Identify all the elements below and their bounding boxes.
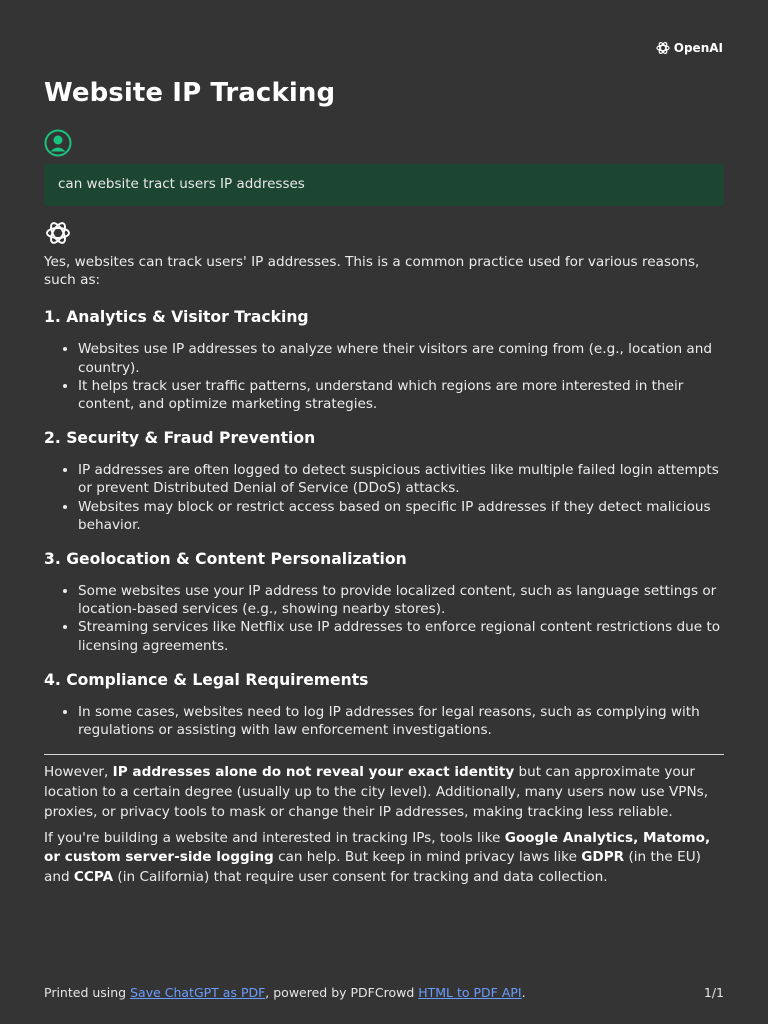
html-to-pdf-api-link[interactable]: HTML to PDF API (418, 985, 522, 1000)
bullet-item: • IP addresses are often logged to detect suspicious activities like multiple failed login attempts or prevent Distributed Denial of Service (DDoS) attacks. (78, 461, 724, 497)
openai-brand (655, 40, 723, 56)
bullet-list (44, 703, 724, 739)
user-avatar-icon (44, 129, 72, 157)
answer-intro: Yes, websites can track users' IP addresses. This is a common practice used for various reasons, such as: (44, 254, 700, 289)
answer-section (44, 428, 724, 534)
save-chatgpt-pdf-link[interactable]: Save ChatGPT as PDF (130, 985, 266, 1000)
bullet-list (44, 340, 724, 413)
page-title: Website IP Tracking (44, 78, 336, 108)
openai-logo-icon (655, 40, 671, 56)
bold-text: Google Analytics, Matomo, or custom server-side logging (44, 829, 711, 866)
text-span: can help. But keep in mind privacy laws like (273, 849, 582, 866)
text-span: If you're building a website and interested in tracking IPs, tools like (44, 829, 505, 846)
user-message: can website tract users IP addresses (44, 164, 724, 206)
answer-section (44, 549, 724, 655)
answer-section (44, 307, 724, 413)
bullet-item: • Some websites use your IP address to provide localized content, such as language settings or location-based services (e.g., showing nearby stores). (78, 582, 724, 618)
closing-paragraph-2 (44, 829, 724, 888)
bullet-list (44, 582, 724, 655)
footer-prefix: Printed using (44, 985, 131, 1000)
bullet-item: • Websites may block or restrict access based on specific IP addresses if they detect malicious behavior. (78, 498, 724, 534)
footer-middle: , powered by PDFCrowd (265, 985, 419, 1000)
section-heading: 4. Compliance & Legal Requirements (44, 670, 369, 689)
bullet-item: • In some cases, websites need to log IP addresses for legal reasons, such as complying with regulations or assisting with law enforcement investigations. (78, 703, 724, 739)
print-footer (44, 985, 724, 1000)
brand-name: OpenAI (673, 41, 723, 55)
footer-suffix: . (521, 985, 526, 1000)
assistant-answer (44, 251, 724, 888)
answer-section (44, 670, 724, 739)
bold-text: GDPR (581, 849, 625, 866)
bold-text: CCPA (73, 869, 114, 886)
text-span: (in the EU) and (44, 849, 701, 886)
bullet-item: • Streaming services like Netflix use IP addresses to enforce regional content restrictions due to licensing agreements. (78, 618, 724, 654)
chatgpt-avatar-icon (44, 219, 72, 247)
text-span: However, (44, 764, 113, 781)
bullet-list (44, 461, 724, 534)
closing-paragraph-1 (44, 763, 724, 822)
bold-text: IP addresses alone do not reveal your exact identity (112, 764, 515, 781)
divider (44, 754, 724, 755)
page-number: 1/1 (703, 985, 724, 1000)
bullet-item: • It helps track user traffic patterns, understand which regions are more interested in their content, and optimize marketing strategies. (78, 377, 724, 413)
section-heading: 3. Geolocation & Content Personalization (44, 550, 407, 569)
section-heading: 1. Analytics & Visitor Tracking (44, 308, 309, 327)
text-span: but can approximate your location to a certain degree (usually up to the city level). Additionally, many users now use VPNs, proxies, or privacy tools to mask or change their IP addresses, making tracking less reliable. (44, 764, 709, 820)
section-heading: 2. Security & Fraud Prevention (44, 429, 316, 448)
bullet-item: • Websites use IP addresses to analyze where their visitors are coming from (e.g., location and country). (78, 340, 724, 376)
text-span: (in California) that require user consent for tracking and data collection. (113, 869, 608, 886)
